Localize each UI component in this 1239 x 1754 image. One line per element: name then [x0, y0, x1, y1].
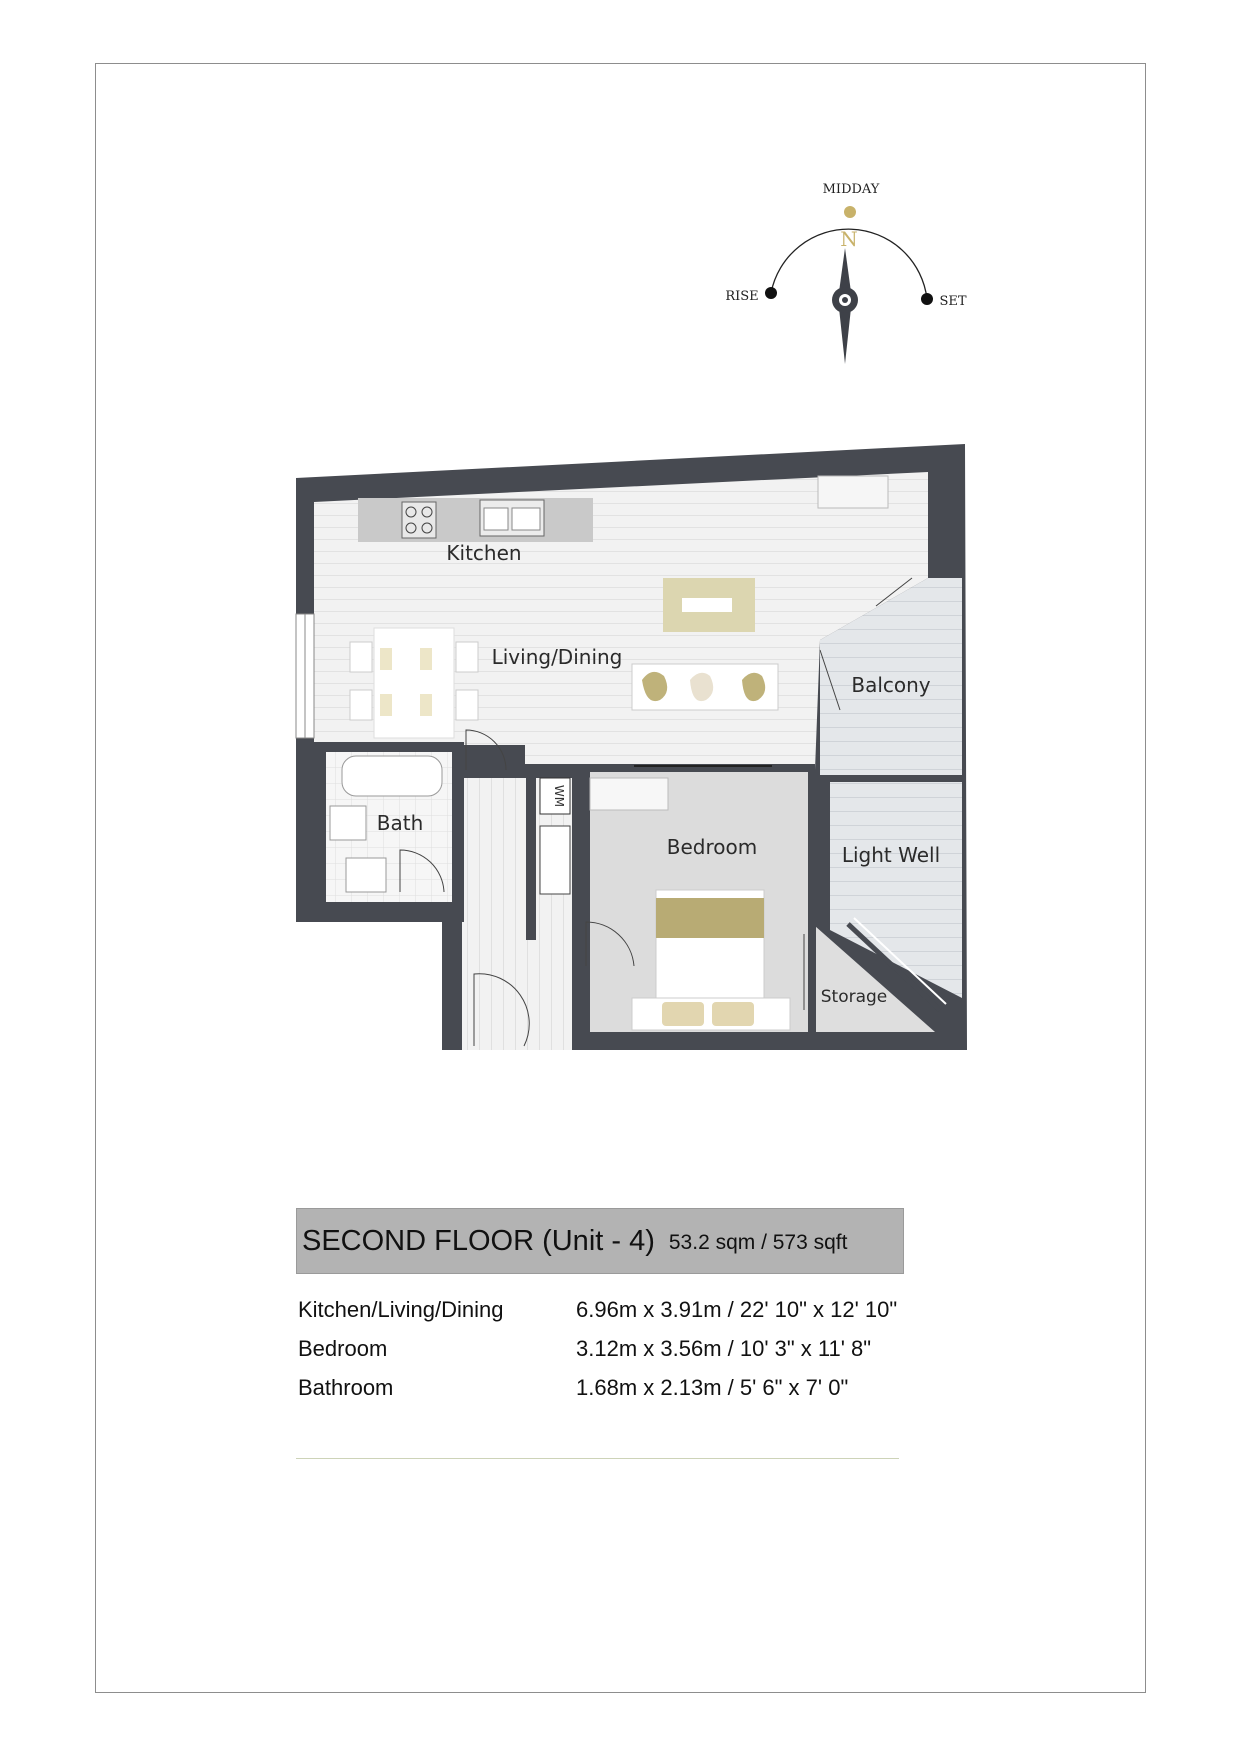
divider: [296, 1458, 899, 1459]
midday-sun-dot: [844, 206, 856, 218]
toilet-icon: [346, 858, 386, 892]
desk-icon: [818, 476, 888, 508]
wm-label: WM: [552, 784, 566, 808]
compass: [725, 182, 967, 364]
kitchen-label: Kitchen: [446, 541, 522, 565]
sofa-icon: [632, 664, 778, 710]
dimension-value: 1.68m x 2.13m / 5' 6" x 7' 0": [576, 1374, 849, 1400]
set-dot: [921, 293, 933, 305]
rise-dot: [765, 287, 777, 299]
unit-title: SECOND FLOOR (Unit - 4): [302, 1224, 655, 1257]
balcony-label: Balcony: [851, 673, 931, 697]
set-label: SET: [939, 294, 967, 309]
bedroom-label: Bedroom: [666, 835, 758, 859]
hallway-floor: [462, 778, 572, 1050]
bedroom-desk-icon: [590, 778, 668, 810]
dimension-row: [298, 1329, 938, 1368]
unit-title-bar: [296, 1208, 904, 1274]
dimension-row: [298, 1290, 938, 1329]
dimension-room: Kitchen/Living/Dining: [298, 1296, 504, 1322]
living-dining-label: Living/Dining: [491, 645, 623, 669]
dimension-value: 6.96m x 3.91m / 22' 10" x 12' 10": [576, 1296, 898, 1322]
storage-label: Storage: [820, 987, 888, 1007]
bath-label: Bath: [376, 811, 424, 835]
light-well-label: Light Well: [841, 843, 941, 867]
dimension-room: Bathroom: [298, 1374, 394, 1400]
hob-icon: [402, 502, 436, 538]
rise-label: RISE: [725, 289, 759, 304]
basin-icon: [330, 806, 366, 840]
dimension-row: [298, 1368, 938, 1407]
midday-label: MIDDAY: [822, 182, 880, 197]
compass-needle-icon: [832, 248, 858, 364]
dimension-value: 3.12m x 3.56m / 10' 3" x 11' 8": [576, 1335, 872, 1361]
dimension-room: Bedroom: [298, 1335, 388, 1361]
unit-area: 53.2 sqm / 573 sqft: [668, 1231, 848, 1254]
bathtub-icon: [342, 756, 442, 796]
north-letter: N: [840, 227, 858, 251]
apartment-plan: [296, 444, 967, 1050]
room-dimensions-table: [298, 1290, 938, 1407]
wardrobe-icon: [540, 826, 570, 894]
kitchen-counter: [358, 498, 593, 542]
